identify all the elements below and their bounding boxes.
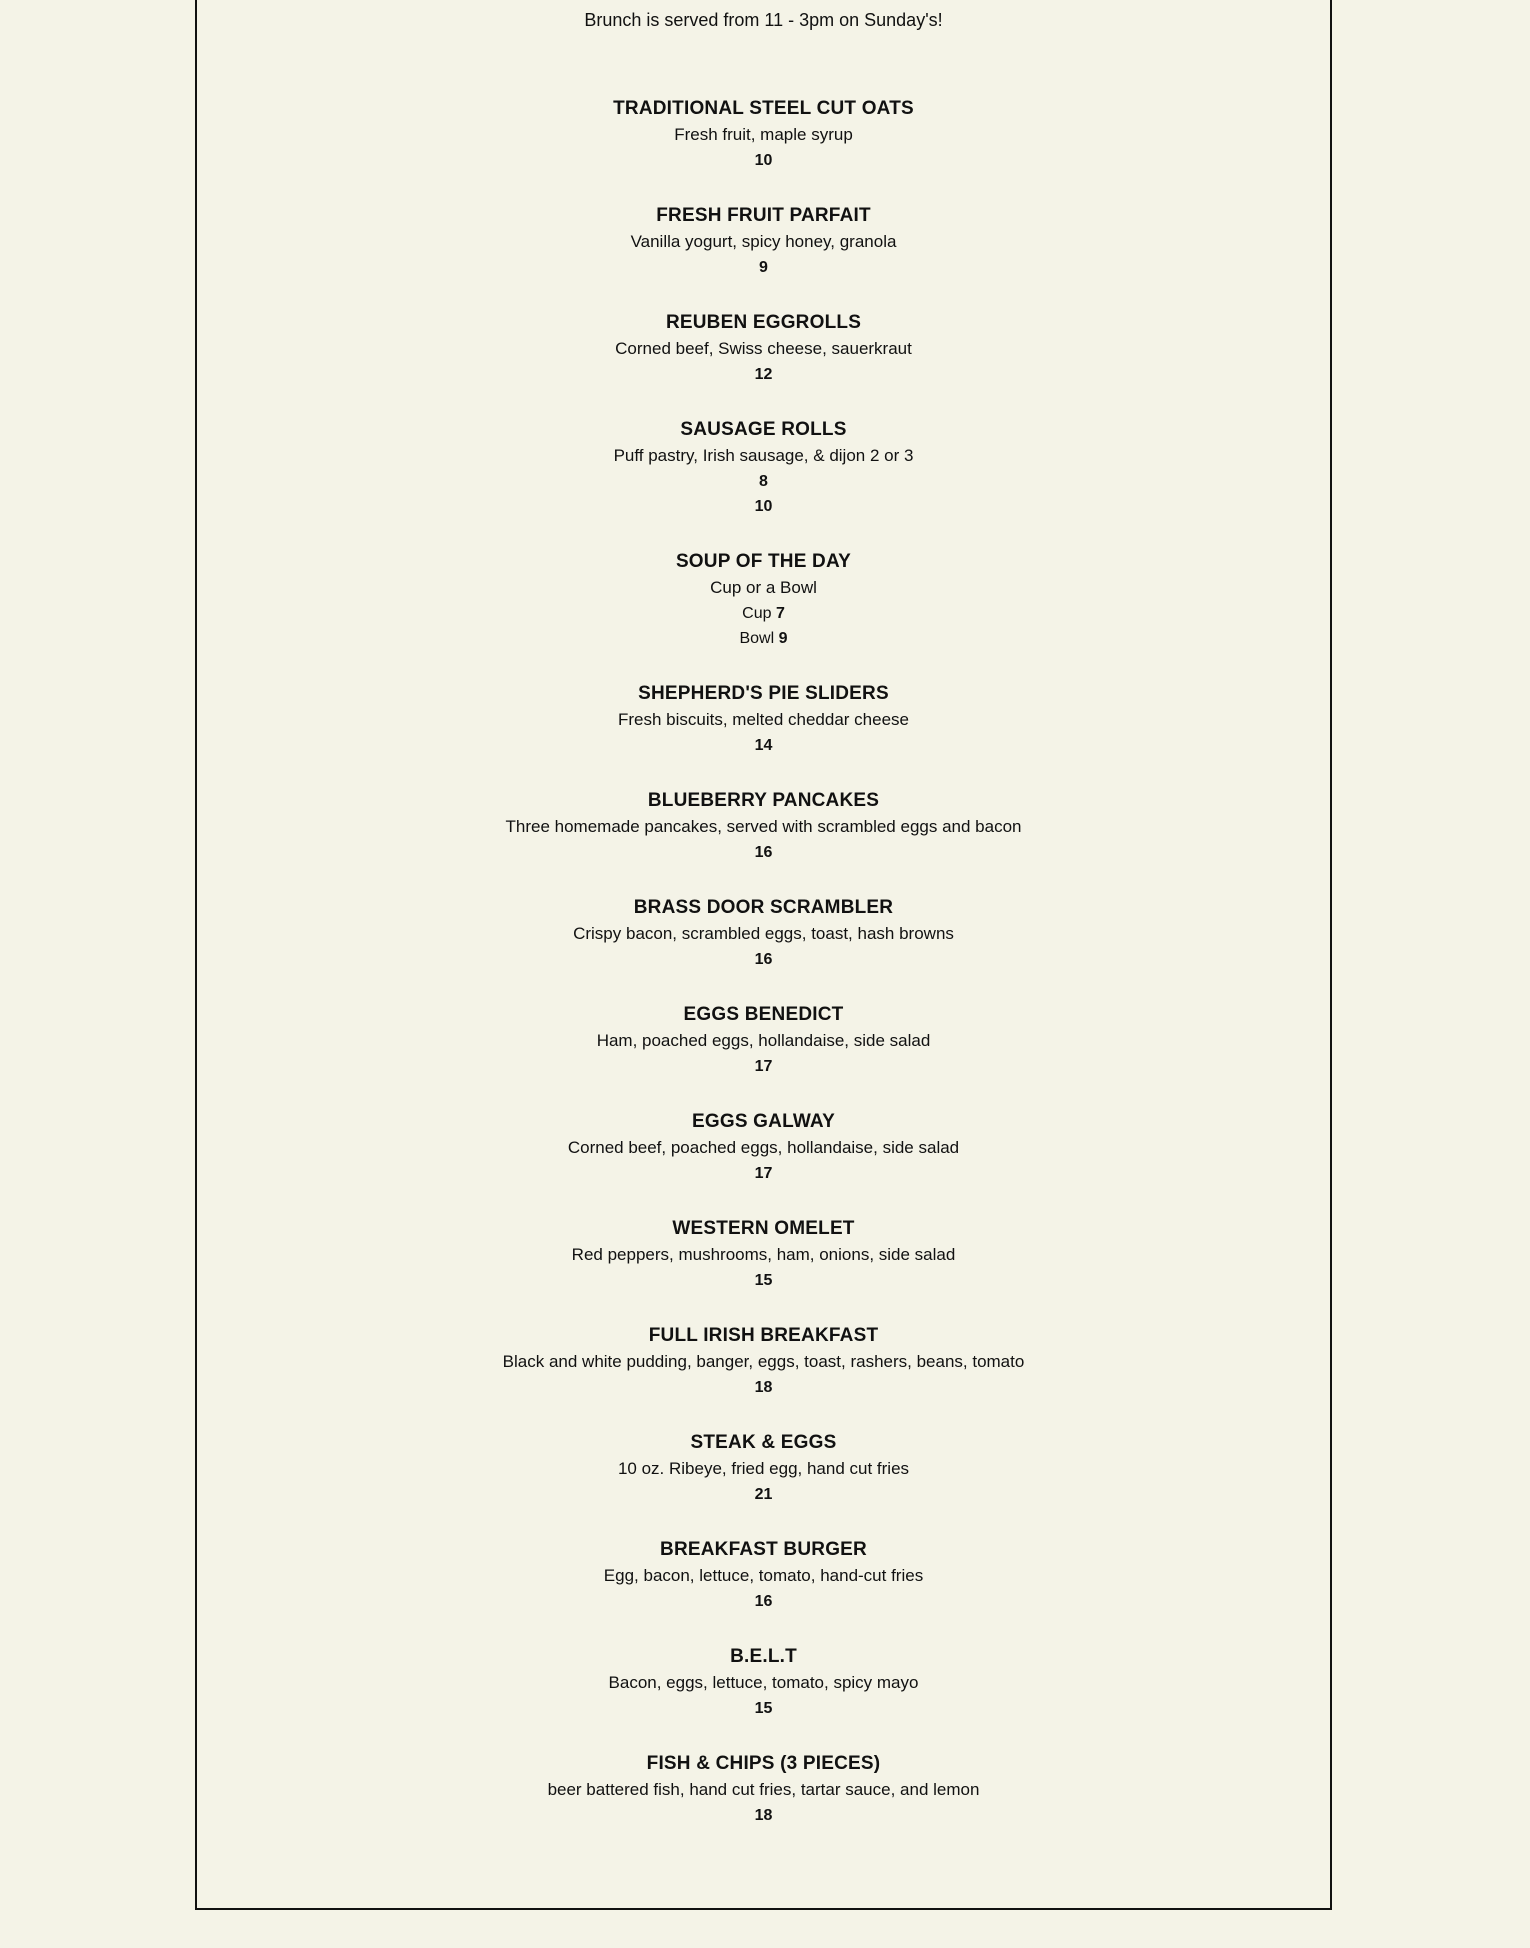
menu-item-description: Ham, poached eggs, hollandaise, side salad — [596, 1031, 931, 1050]
menu-item-name: WESTERN OMELET — [672, 1218, 855, 1239]
menu-item-description: Crispy bacon, scrambled eggs, toast, hash browns — [573, 924, 954, 943]
menu-item-name: FULL IRISH BREAKFAST — [648, 1325, 879, 1346]
menu-item-description: Red peppers, mushrooms, ham, onions, side salad — [571, 1245, 956, 1264]
menu-item-description: Cup or a Bowl — [710, 578, 817, 597]
menu-item-name: FRESH FRUIT PARFAIT — [656, 205, 871, 226]
menu-item-name: SAUSAGE ROLLS — [680, 419, 847, 440]
menu-item-description: Three homemade pancakes, served with scrambled eggs and bacon — [505, 817, 1022, 836]
brunch-hours-note: Brunch is served from 11 - 3pm on Sunday's! — [584, 10, 943, 30]
menu-item-description: Vanilla yogurt, spicy honey, granola — [630, 232, 897, 251]
menu-item-name: BREAKFAST BURGER — [660, 1539, 867, 1560]
menu-item — [197, 1109, 1330, 1186]
menu-item — [197, 1323, 1330, 1400]
menu-item-price: 9 — [778, 630, 788, 647]
menu-item — [197, 1644, 1330, 1721]
menu-item-name: BRASS DOOR SCRAMBLER — [633, 897, 894, 918]
menu-item-price: 17 — [754, 1165, 773, 1182]
menu-item-name: B.E.L.T — [730, 1646, 797, 1667]
menu-item-name: STEAK & EGGS — [690, 1432, 837, 1453]
menu-item-price: 10 — [754, 498, 773, 515]
menu-item — [197, 895, 1330, 972]
menu-item-price: 8 — [759, 473, 768, 490]
menu-item-name: EGGS GALWAY — [692, 1111, 835, 1132]
menu-item — [197, 1430, 1330, 1507]
menu-item-name: TRADITIONAL STEEL CUT OATS — [613, 98, 914, 119]
menu-item-price: 10 — [754, 152, 773, 169]
menu-item-description: Puff pastry, Irish sausage, & dijon 2 or 3 — [613, 446, 914, 465]
menu-item-description: 10 oz. Ribeye, fried egg, hand cut fries — [617, 1459, 910, 1478]
menu-item — [197, 1216, 1330, 1293]
menu-item-price: 17 — [754, 1058, 773, 1075]
menu-item — [197, 203, 1330, 280]
price-size-label: Cup — [742, 605, 776, 622]
menu-item-description: Fresh biscuits, melted cheddar cheese — [617, 710, 910, 729]
menu-item-description: Corned beef, Swiss cheese, sauerkraut — [615, 339, 912, 358]
menu-item-description: beer battered fish, hand cut fries, tartar sauce, and lemon — [547, 1780, 980, 1799]
menu-item-price: 21 — [754, 1486, 773, 1503]
menu-item — [197, 681, 1330, 758]
menu-item-price: 12 — [754, 366, 773, 383]
menu-item-name: EGGS BENEDICT — [683, 1004, 844, 1025]
menu-item-price-line — [197, 494, 1330, 519]
menu-item-price: 16 — [754, 844, 773, 861]
menu-item-price: 18 — [754, 1807, 773, 1824]
menu-item-price: 14 — [754, 737, 773, 754]
menu-item-name: REUBEN EGGROLLS — [665, 312, 862, 333]
menu-item-price: 15 — [754, 1272, 773, 1289]
menu-item-price: 18 — [754, 1379, 773, 1396]
menu-item-price: 7 — [775, 605, 785, 622]
menu-item-description: Corned beef, poached eggs, hollandaise, side salad — [567, 1138, 960, 1157]
menu-item-name: BLUEBERRY PANCAKES — [647, 790, 880, 811]
menu-item — [197, 1002, 1330, 1079]
menu-item-name: FISH & CHIPS (3 PIECES) — [646, 1753, 881, 1774]
menu-item — [197, 96, 1330, 173]
menu-item-description: Bacon, eggs, lettuce, tomato, spicy mayo — [608, 1673, 919, 1692]
menu-item-description: Egg, bacon, lettuce, tomato, hand-cut fries — [603, 1566, 924, 1585]
menu-item — [197, 549, 1330, 651]
menu-item — [197, 310, 1330, 387]
menu-item-name: SHEPHERD'S PIE SLIDERS — [638, 683, 889, 704]
menu-item — [197, 1751, 1330, 1828]
menu-item-price: 9 — [759, 259, 768, 276]
menu-item — [197, 788, 1330, 865]
menu-item-price: 15 — [754, 1700, 773, 1717]
menu-item-price-line — [197, 469, 1330, 494]
menu-item-price: 16 — [754, 1593, 773, 1610]
menu-item-price-line — [197, 626, 1330, 651]
menu-item — [197, 417, 1330, 519]
menu-item-price-line — [197, 601, 1330, 626]
menu-item-description: Black and white pudding, banger, eggs, toast, rashers, beans, tomato — [502, 1352, 1025, 1371]
menu-item-price: 16 — [754, 951, 773, 968]
menu-item-name: SOUP OF THE DAY — [675, 551, 852, 572]
menu-items-list — [197, 96, 1330, 1858]
menu-item — [197, 1537, 1330, 1614]
menu-item-description: Fresh fruit, maple syrup — [674, 125, 853, 144]
price-size-label: Bowl — [739, 630, 779, 647]
menu-panel — [195, 0, 1332, 1910]
